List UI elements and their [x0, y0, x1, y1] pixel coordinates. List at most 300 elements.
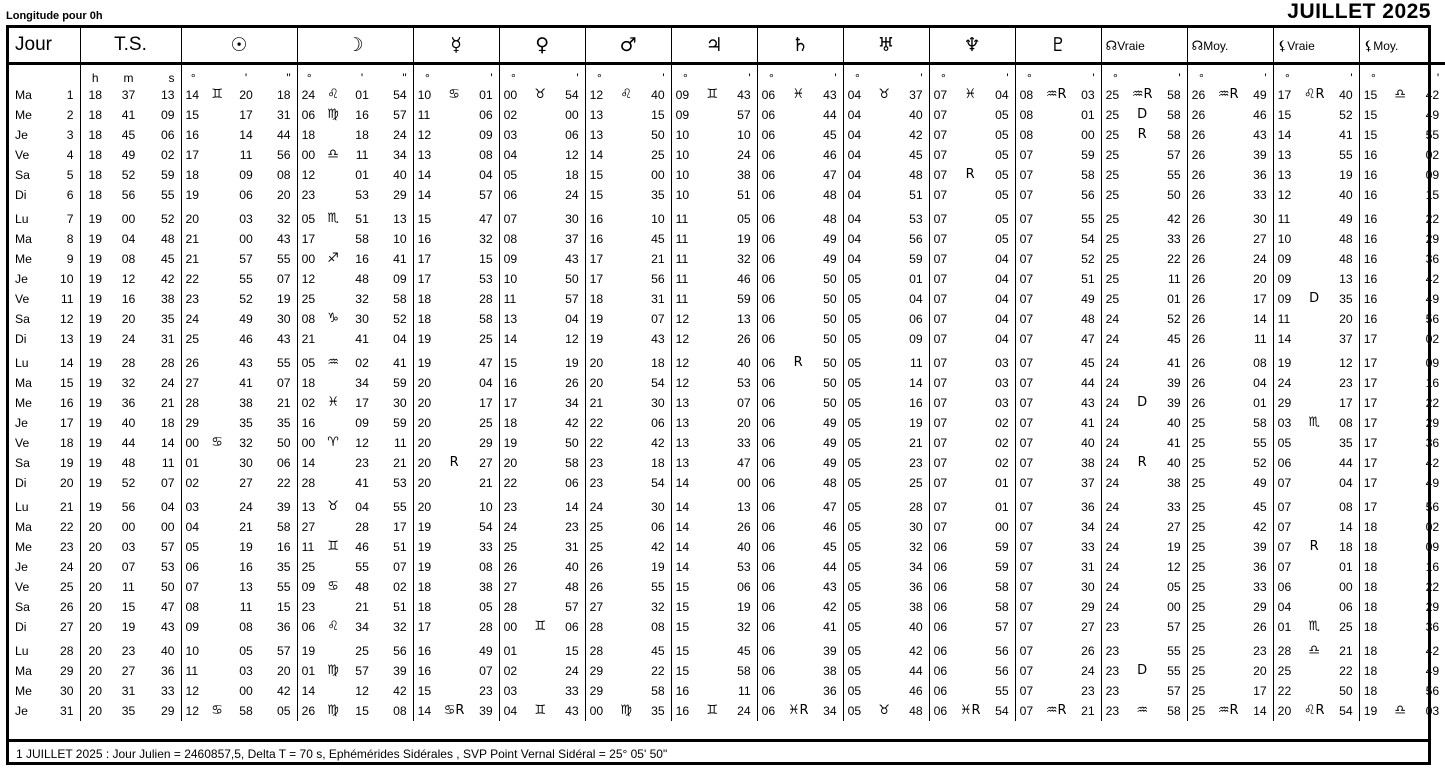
me-sign-icon	[441, 205, 467, 229]
lt-degrees: 15	[1273, 105, 1301, 125]
ne-minutes: 04	[995, 292, 1009, 306]
ju-sign-icon	[699, 349, 725, 373]
unit-label: '	[920, 71, 923, 85]
ma-minutes: 54	[651, 376, 665, 390]
moon-minutes: 01	[355, 168, 369, 182]
ma-sign-icon	[613, 557, 639, 577]
ma-minutes: 15	[651, 108, 665, 122]
moon-degrees: 26	[297, 701, 321, 721]
lt-sign-icon	[1301, 393, 1327, 413]
pl-sign-icon	[1043, 289, 1069, 309]
lm-minutes: 02	[1425, 148, 1440, 162]
sa-sign-icon	[785, 185, 811, 205]
sun-sign-icon	[205, 145, 229, 165]
sa-degrees: 06	[757, 557, 785, 577]
nm-degrees: 25	[1187, 617, 1215, 637]
sun-sign-icon	[205, 205, 229, 229]
lt-minutes: 04	[1339, 476, 1353, 490]
unit-label: '	[576, 71, 579, 85]
sun-sign-icon	[205, 269, 229, 289]
ve-minutes: 24	[565, 188, 579, 202]
day-number: 26	[59, 600, 74, 614]
ur-sign-icon	[871, 125, 897, 145]
ne-sign-icon	[957, 329, 983, 349]
unit-label: "	[402, 71, 407, 85]
nt-sign-icon	[1129, 329, 1155, 349]
me-minutes: 08	[479, 560, 493, 574]
sun-degrees: 07	[181, 577, 205, 597]
ur-degrees: 05	[843, 453, 871, 473]
ts-minutes: 32	[121, 376, 136, 390]
ju-minutes: 53	[737, 376, 751, 390]
sun-seconds: 42	[277, 684, 291, 698]
ve-sign-icon	[527, 517, 553, 537]
sa-minutes: 39	[823, 644, 837, 658]
lt-degrees: 07	[1273, 517, 1301, 537]
ma-degrees: 14	[585, 145, 613, 165]
sa-degrees: 06	[757, 473, 785, 493]
ve-degrees: 07	[499, 205, 527, 229]
ma-sign-icon	[613, 493, 639, 517]
day-name: Ma	[15, 664, 32, 678]
ne-degrees: 07	[929, 493, 957, 517]
ne-minutes: 05	[995, 168, 1009, 182]
ur-minutes: 30	[909, 520, 923, 534]
sa-sign-icon	[785, 617, 811, 637]
nm-minutes: 33	[1253, 188, 1267, 202]
ts-seconds: 59	[160, 168, 175, 182]
me-degrees: 18	[413, 597, 441, 617]
moon-sign-icon: ♒	[327, 355, 339, 370]
ur-sign-icon	[871, 145, 897, 165]
pl-minutes: 01	[1081, 108, 1095, 122]
ma-degrees: 13	[585, 125, 613, 145]
moon-seconds: 21	[393, 456, 407, 470]
moon-minutes: 34	[355, 376, 369, 390]
moon-seconds: 24	[393, 128, 407, 142]
ts-seconds: 11	[161, 456, 175, 470]
moon-degrees: 06	[297, 105, 321, 125]
me-sign-icon	[441, 249, 467, 269]
ne-minutes: 55	[995, 684, 1009, 698]
nm-minutes: 36	[1253, 168, 1267, 182]
lt-degrees: 19	[1273, 349, 1301, 373]
ur-minutes: 34	[909, 560, 923, 574]
ma-sign-icon	[613, 681, 639, 701]
lm-degrees: 18	[1359, 597, 1387, 617]
ve-sign-icon	[527, 205, 553, 229]
jour-header: Jour	[9, 28, 80, 64]
unit-label: '	[834, 71, 837, 85]
me-degrees: 19	[413, 517, 441, 537]
unit-label: h	[80, 64, 110, 86]
ur-sign-icon	[871, 249, 897, 269]
pl-sign-icon	[1043, 597, 1069, 617]
unit-label: °	[1101, 64, 1129, 86]
pl-degrees: 07	[1015, 185, 1043, 205]
ma-degrees: 28	[585, 617, 613, 637]
ve-sign-icon	[527, 145, 553, 165]
ts-hours: 19	[80, 289, 110, 309]
unit-label	[871, 64, 897, 86]
ma-degrees: 29	[585, 661, 613, 681]
nt-minutes: 05	[1167, 580, 1181, 594]
sun-minutes: 27	[239, 476, 253, 490]
sun-minutes: 11	[239, 600, 253, 614]
lm-minutes: 09	[1425, 540, 1440, 554]
lm-sign-icon	[1387, 329, 1413, 349]
moon-seconds: 58	[393, 292, 407, 306]
ve-sign-icon	[527, 125, 553, 145]
sa-minutes: 50	[823, 312, 837, 326]
ur-sign-icon	[871, 433, 897, 453]
sun-degrees: 15	[181, 105, 205, 125]
pl-degrees: 07	[1015, 393, 1043, 413]
nm-degrees: 26	[1187, 229, 1215, 249]
day-number: 20	[59, 476, 74, 490]
ts-seconds: 55	[160, 188, 175, 202]
ne-sign-icon	[957, 537, 983, 557]
sun-seconds: 55	[277, 356, 291, 370]
sun-degrees: 08	[181, 597, 205, 617]
lt-degrees: 25	[1273, 661, 1301, 681]
nt-sign-icon	[1129, 617, 1155, 637]
sa-sign-icon	[785, 453, 811, 473]
nm-minutes: 20	[1253, 272, 1267, 286]
moon-seconds: 29	[393, 188, 407, 202]
me-minutes: 09	[479, 128, 493, 142]
ts-minutes: 00	[121, 212, 136, 226]
lm-degrees: 15	[1359, 125, 1387, 145]
sa-minutes: 45	[823, 128, 837, 142]
me-minutes: 54	[479, 520, 493, 534]
lm-sign-icon	[1387, 413, 1413, 433]
sun-symbol-icon: ☉	[181, 28, 297, 64]
pl-minutes: 37	[1081, 476, 1095, 490]
lm-sign-icon	[1387, 597, 1413, 617]
sun-seconds: 30	[277, 312, 291, 326]
ne-degrees: 07	[929, 229, 957, 249]
moon-minutes: 16	[355, 252, 369, 266]
sun-seconds: 16	[277, 540, 291, 554]
day-number: 22	[59, 520, 74, 534]
pl-minutes: 41	[1081, 416, 1095, 430]
ju-degrees: 15	[671, 577, 699, 597]
ma-minutes: 25	[651, 148, 665, 162]
sun-seconds: 08	[277, 168, 291, 182]
ve-sign-icon	[527, 597, 553, 617]
nt-degrees: 23	[1101, 681, 1129, 701]
nm-degrees: 25	[1187, 701, 1215, 721]
ur-degrees: 04	[843, 165, 871, 185]
unit-label: °	[843, 64, 871, 86]
nt-degrees: 24	[1101, 373, 1129, 393]
me-sign-icon: R	[449, 455, 459, 470]
moon-minutes: 32	[355, 292, 369, 306]
ne-sign-icon	[957, 125, 983, 145]
sun-sign-icon	[205, 349, 229, 373]
day-name: Di	[15, 332, 27, 346]
ve-degrees: 01	[499, 637, 527, 661]
unit-label	[1129, 64, 1155, 86]
sun-sign-icon	[205, 413, 229, 433]
table-row	[9, 329, 1445, 349]
ts-seconds: 47	[160, 600, 175, 614]
nt-minutes: 57	[1167, 684, 1181, 698]
ju-sign-icon	[699, 681, 725, 701]
moon-minutes: 12	[355, 684, 369, 698]
nm-degrees: 25	[1187, 637, 1215, 661]
day-name: Ve	[15, 148, 30, 162]
sun-minutes: 03	[239, 664, 253, 678]
ju-degrees: 14	[671, 537, 699, 557]
ne-minutes: 00	[995, 520, 1009, 534]
ju-minutes: 32	[737, 620, 751, 634]
ve-sign-icon	[527, 393, 553, 413]
moon-sign-icon: ♌	[327, 619, 339, 634]
sun-seconds: 22	[277, 476, 291, 490]
ve-sign-icon	[527, 681, 553, 701]
me-degrees: 18	[413, 309, 441, 329]
ts-seconds: 50	[160, 580, 175, 594]
sa-sign-icon	[785, 473, 811, 493]
sa-sign-icon	[785, 289, 811, 309]
nt-minutes: 38	[1167, 476, 1181, 490]
lt-sign-icon: D	[1309, 291, 1320, 306]
ur-sign-icon	[871, 617, 897, 637]
ma-degrees: 19	[585, 329, 613, 349]
lm-sign-icon	[1387, 249, 1413, 269]
day-number: 29	[59, 664, 74, 678]
ur-minutes: 21	[909, 436, 923, 450]
me-minutes: 29	[479, 436, 493, 450]
ts-seconds: 14	[160, 436, 175, 450]
moon-sign-icon: ♎	[327, 147, 339, 162]
ju-degrees: 10	[671, 125, 699, 145]
moon-degrees: 09	[297, 577, 321, 597]
moon-seconds: 56	[393, 644, 407, 658]
ve-sign-icon	[527, 661, 553, 681]
ne-degrees: 07	[929, 125, 957, 145]
me-sign-icon	[441, 145, 467, 165]
ju-sign-icon	[699, 493, 725, 517]
moon-sign-icon	[321, 125, 345, 145]
day-name: Di	[15, 476, 27, 490]
ts-hours: 20	[80, 577, 110, 597]
ne-sign-icon	[957, 373, 983, 393]
ju-minutes: 10	[737, 128, 751, 142]
ma-sign-icon	[613, 185, 639, 205]
ve-degrees: 02	[499, 105, 527, 125]
pl-degrees: 08	[1015, 125, 1043, 145]
sa-degrees: 06	[757, 701, 785, 721]
ts-seconds: 29	[160, 704, 175, 718]
lt-sign-icon: ♌R	[1303, 703, 1325, 718]
sun-sign-icon	[205, 661, 229, 681]
ve-degrees: 27	[499, 577, 527, 597]
nm-sign-icon	[1215, 537, 1241, 557]
ma-sign-icon: ♍	[620, 703, 632, 718]
ts-minutes: 41	[121, 108, 136, 122]
nm-degrees: 26	[1187, 205, 1215, 229]
lm-minutes: 02	[1425, 520, 1440, 534]
sa-degrees: 06	[757, 249, 785, 269]
lilith-mean-header	[1359, 28, 1445, 64]
pl-degrees: 07	[1015, 617, 1043, 637]
ma-minutes: 54	[651, 476, 665, 490]
unit-label: '	[244, 71, 248, 85]
moon-sign-icon: ♍	[327, 703, 339, 718]
ts-hours: 20	[80, 597, 110, 617]
sa-minutes: 49	[823, 252, 837, 266]
ma-minutes: 45	[651, 232, 665, 246]
me-degrees: 10	[413, 85, 441, 105]
lt-degrees: 09	[1273, 249, 1301, 269]
ju-sign-icon	[699, 473, 725, 493]
ju-degrees: 16	[671, 701, 699, 721]
me-degrees: 20	[413, 473, 441, 493]
sun-seconds: 55	[277, 252, 291, 266]
ts-hours: 18	[80, 185, 110, 205]
lt-degrees: 09	[1273, 269, 1301, 289]
nm-minutes: 23	[1253, 644, 1267, 658]
nm-minutes: 29	[1253, 600, 1267, 614]
lt-degrees: 28	[1273, 637, 1301, 661]
pl-minutes: 52	[1081, 252, 1095, 266]
ur-sign-icon	[871, 205, 897, 229]
lm-minutes: 49	[1425, 476, 1440, 490]
sa-degrees: 06	[757, 329, 785, 349]
ju-minutes: 26	[737, 520, 751, 534]
sun-degrees: 06	[181, 557, 205, 577]
ve-degrees: 08	[499, 229, 527, 249]
moon-minutes: 58	[355, 232, 369, 246]
sun-minutes: 52	[239, 292, 253, 306]
moon-minutes: 21	[355, 600, 369, 614]
moon-sign-icon	[321, 637, 345, 661]
unit-label: °	[1187, 64, 1215, 86]
ve-minutes: 30	[565, 212, 579, 226]
moon-minutes: 15	[355, 704, 369, 718]
moon-seconds: 10	[393, 232, 407, 246]
me-sign-icon	[441, 577, 467, 597]
nm-degrees: 26	[1187, 393, 1215, 413]
lt-minutes: 41	[1339, 128, 1353, 142]
ur-sign-icon	[871, 289, 897, 309]
ma-minutes: 56	[651, 272, 665, 286]
sun-seconds: 20	[277, 664, 291, 678]
ve-sign-icon	[527, 249, 553, 269]
ne-sign-icon	[957, 105, 983, 125]
moon-minutes: 25	[355, 644, 369, 658]
table-row	[9, 205, 1445, 229]
moon-sign-icon: ♓	[327, 395, 339, 410]
me-degrees: 15	[413, 205, 441, 229]
lt-minutes: 19	[1339, 168, 1353, 182]
table-row	[9, 617, 1445, 637]
pl-sign-icon	[1043, 473, 1069, 493]
ju-degrees: 11	[671, 229, 699, 249]
ju-sign-icon	[699, 453, 725, 473]
ur-degrees: 05	[843, 473, 871, 493]
lt-sign-icon	[1301, 145, 1327, 165]
unit-label	[1215, 64, 1241, 86]
node-true-label: Vraie	[1117, 39, 1145, 53]
ur-sign-icon	[871, 577, 897, 597]
sun-seconds: 36	[277, 620, 291, 634]
ne-sign-icon	[957, 493, 983, 517]
ur-minutes: 16	[909, 396, 923, 410]
ts-hours: 18	[80, 145, 110, 165]
ur-minutes: 56	[909, 232, 923, 246]
moon-sign-icon: ♐	[327, 251, 339, 266]
ne-minutes: 59	[995, 540, 1009, 554]
ts-hours: 20	[80, 661, 110, 681]
nm-degrees: 26	[1187, 249, 1215, 269]
pl-minutes: 56	[1081, 188, 1095, 202]
ve-sign-icon	[527, 165, 553, 185]
nt-degrees: 25	[1101, 249, 1129, 269]
pl-degrees: 07	[1015, 637, 1043, 661]
sa-sign-icon	[785, 249, 811, 269]
lt-degrees: 22	[1273, 681, 1301, 701]
me-minutes: 04	[479, 376, 493, 390]
lm-minutes: 55	[1425, 128, 1440, 142]
ne-minutes: 56	[995, 644, 1009, 658]
sun-sign-icon	[205, 681, 229, 701]
sa-degrees: 06	[757, 433, 785, 453]
lt-sign-icon: ♏	[1308, 619, 1320, 634]
nm-minutes: 46	[1253, 108, 1267, 122]
me-sign-icon	[441, 637, 467, 661]
pl-degrees: 07	[1015, 165, 1043, 185]
ur-degrees: 05	[843, 269, 871, 289]
sa-minutes: 34	[823, 704, 837, 718]
day-name: Ve	[15, 436, 30, 450]
day-name: Je	[15, 272, 28, 286]
lt-minutes: 25	[1339, 620, 1353, 634]
ma-degrees: 27	[585, 597, 613, 617]
lt-sign-icon: ♎	[1308, 643, 1320, 658]
sa-minutes: 49	[823, 456, 837, 470]
day-number: 17	[59, 416, 74, 430]
nm-minutes: 14	[1253, 312, 1267, 326]
sun-minutes: 09	[239, 168, 253, 182]
lt-minutes: 08	[1339, 500, 1353, 514]
me-minutes: 07	[479, 664, 493, 678]
nt-minutes: 19	[1167, 540, 1181, 554]
pl-degrees: 07	[1015, 413, 1043, 433]
ts-minutes: 24	[121, 332, 136, 346]
nt-degrees: 24	[1101, 433, 1129, 453]
sun-sign-icon	[205, 373, 229, 393]
ts-minutes: 36	[121, 396, 136, 410]
me-sign-icon	[441, 185, 467, 205]
nt-sign-icon	[1129, 517, 1155, 537]
nt-minutes: 39	[1167, 376, 1181, 390]
day-name: Sa	[15, 312, 30, 326]
ts-hours: 20	[80, 617, 110, 637]
ve-minutes: 18	[565, 168, 579, 182]
ju-sign-icon	[699, 105, 725, 125]
nt-degrees: 24	[1101, 453, 1129, 473]
ju-minutes: 05	[737, 212, 751, 226]
lm-degrees: 18	[1359, 661, 1387, 681]
ts-seconds: 18	[160, 416, 175, 430]
pl-sign-icon: ♒R	[1045, 87, 1067, 102]
lt-minutes: 01	[1339, 560, 1353, 574]
ts-seconds: 35	[160, 312, 175, 326]
